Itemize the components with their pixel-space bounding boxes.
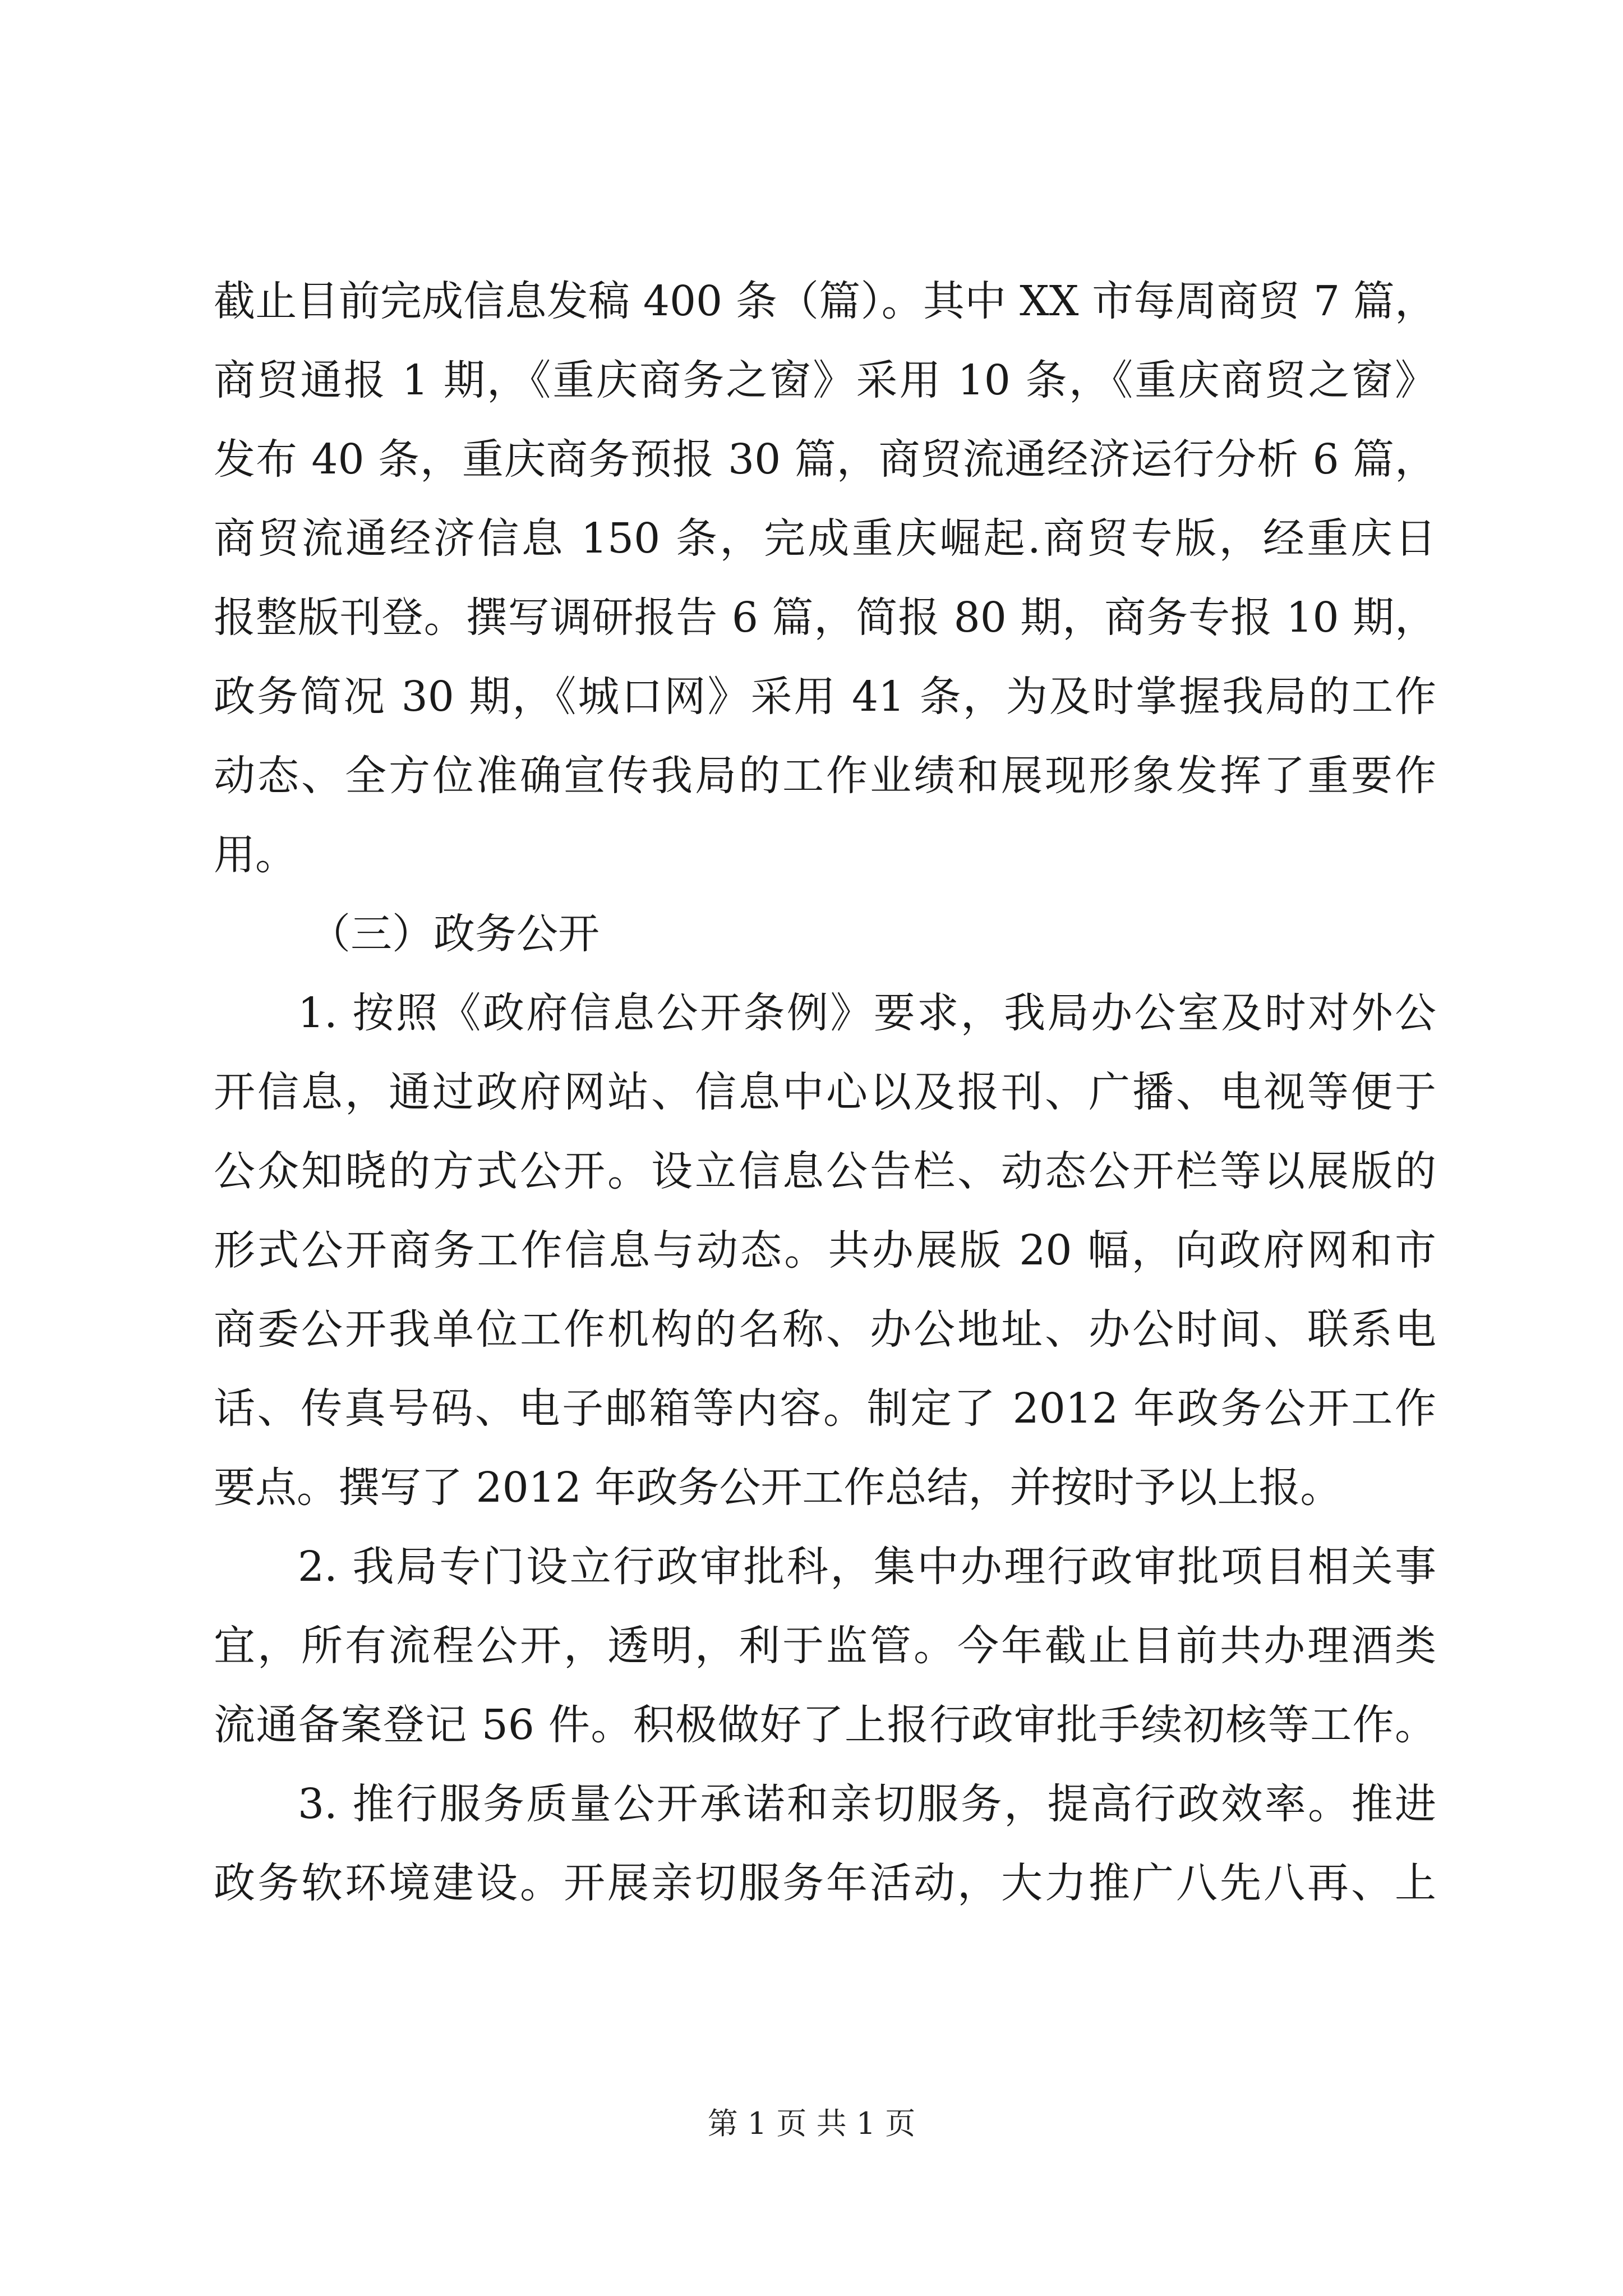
text-line: 形式公开商务工作信息与动态。共办展版 20 幅，向政府网和市: [214, 1226, 1436, 1274]
text-line: 政务软环境建设。开展亲切服务年活动，大力推广八先八再、上: [214, 1859, 1436, 1907]
text-line: 要点。撰写了 2012 年政务公开工作总结，并按时予以上报。: [214, 1464, 1342, 1512]
text-line: 3. 推行服务质量公开承诺和亲切服务，提高行政效率。推进: [298, 1780, 1436, 1828]
text-line: 公众知晓的方式公开。设立信息公告栏、动态公开栏等以展版的: [214, 1147, 1436, 1195]
text-line: 报整版刊登。撰写调研报告 6 篇，简报 80 期，商务专报 10 期，: [214, 593, 1436, 642]
section-heading: （三）政务公开: [309, 910, 600, 958]
text-line: 宜，所有流程公开，透明，利于监管。今年截止目前共办理酒类: [214, 1622, 1436, 1670]
text-line: 1. 按照《政府信息公开条例》要求，我局办公室及时对外公: [298, 989, 1436, 1037]
text-line: 动态、全方位准确宣传我局的工作业绩和展现形象发挥了重要作: [214, 752, 1436, 800]
text-line: 发布 40 条，重庆商务预报 30 篇，商贸流通经济运行分析 6 篇，: [214, 435, 1436, 484]
text-line: 商贸通报 1 期，《重庆商务之窗》采用 10 条，《重庆商贸之窗》: [214, 356, 1436, 404]
text-line: 政务简况 30 期，《城口网》采用 41 条，为及时掌握我局的工作: [214, 673, 1436, 721]
text-line: 话、传真号码、电子邮箱等内容。制定了 2012 年政务公开工作: [214, 1384, 1436, 1433]
text-line: 截止目前完成信息发稿 400 条（篇）。其中 XX 市每周商贸 7 篇，: [214, 277, 1436, 325]
text-line: 商委公开我单位工作机构的名称、办公地址、办公时间、联系电: [214, 1305, 1436, 1354]
text-line: 2. 我局专门设立行政审批科，集中办理行政审批项目相关事: [298, 1543, 1436, 1591]
text-line: 流通备案登记 56 件。积极做好了上报行政审批手续初核等工作。: [214, 1701, 1436, 1749]
page-footer: 第 1 页 共 1 页: [707, 2106, 916, 2141]
text-line: 开信息，通过政府网站、信息中心以及报刊、广播、电视等便于: [214, 1068, 1436, 1116]
text-line: 商贸流通经济信息 150 条，完成重庆崛起.商贸专版，经重庆日: [214, 514, 1436, 563]
text-line: 用。: [214, 831, 297, 879]
